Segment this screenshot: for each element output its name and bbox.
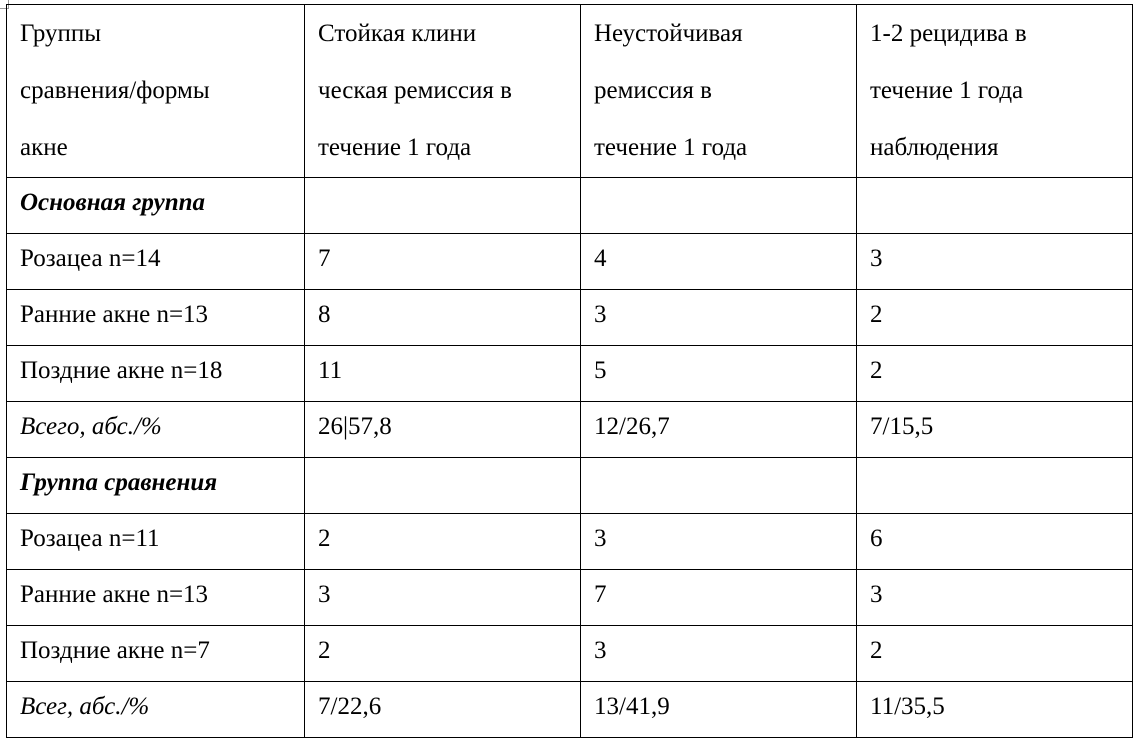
table-row: [7, 570, 1133, 626]
table-cell: 4: [581, 234, 857, 290]
header-relapses-line1: 1-2 рецидива в: [870, 20, 1027, 47]
header-groups-line2: сравнения/формы: [20, 77, 210, 104]
row-label: Ранние акне n=13: [7, 290, 305, 346]
header-unstable-remission: [581, 5, 857, 178]
table-cell: 8: [305, 290, 581, 346]
table-cell: 7/15,5: [857, 402, 1133, 458]
table-cell: 3: [581, 290, 857, 346]
header-stable-remission: [305, 5, 581, 178]
table-cell: [305, 458, 581, 514]
table-cell: 3: [581, 514, 857, 570]
table-cell: 3: [581, 626, 857, 682]
row-label: Ранние акне n=13: [7, 570, 305, 626]
header-groups-line1: Группы: [20, 20, 102, 47]
total-row: [7, 682, 1133, 738]
table-cell: 7: [581, 570, 857, 626]
header-groups: [7, 5, 305, 178]
header-unstable-line1: Неустойчивая: [594, 20, 743, 47]
header-relapses-line3: наблюдения: [870, 134, 999, 161]
section-title: Группа сравнения: [7, 458, 305, 514]
row-label: Розацеа n=14: [7, 234, 305, 290]
table-cell: [305, 178, 581, 234]
table-cell: [857, 458, 1133, 514]
table-cell: 3: [857, 570, 1133, 626]
section-title-row: [7, 458, 1133, 514]
results-table: [6, 4, 1133, 738]
section-title-row: [7, 178, 1133, 234]
table-cell: 5: [581, 346, 857, 402]
header-unstable-line2: ремиссия в: [594, 77, 712, 104]
table-row: [7, 626, 1133, 682]
table-cell: 2: [305, 626, 581, 682]
table-cell: 26|57,8: [305, 402, 581, 458]
table-cell: 7/22,6: [305, 682, 581, 738]
table-cell: 2: [857, 290, 1133, 346]
header-stable-line1: Стойкая клини: [318, 20, 477, 47]
table-cell: [857, 178, 1133, 234]
header-unstable-line3: течение 1 года: [594, 134, 748, 161]
total-row: [7, 402, 1133, 458]
table-cell: 6: [857, 514, 1133, 570]
row-label: Розацеа n=11: [7, 514, 305, 570]
table-cell: 3: [857, 234, 1133, 290]
table-cell: 11: [305, 346, 581, 402]
table-cell: 2: [305, 514, 581, 570]
header-groups-line3: акне: [20, 134, 68, 161]
table-row: [7, 346, 1133, 402]
table-row: [7, 290, 1133, 346]
table-cell: [581, 458, 857, 514]
header-relapses: [857, 5, 1133, 178]
row-label: Поздние акне n=7: [7, 626, 305, 682]
table-cell: 3: [305, 570, 581, 626]
table-cell: 2: [857, 626, 1133, 682]
header-stable-line3: течение 1 года: [318, 134, 472, 161]
header-relapses-line2: течение 1 года: [870, 77, 1024, 104]
table-cell: 12/26,7: [581, 402, 857, 458]
header-stable-line2: ческая ремиссия в: [318, 77, 512, 104]
total-label: Всег, абс./%: [7, 682, 305, 738]
row-label: Поздние акне n=18: [7, 346, 305, 402]
section-title: Основная группа: [7, 178, 305, 234]
table-cell: 11/35,5: [857, 682, 1133, 738]
table-cell: 13/41,9: [581, 682, 857, 738]
table-header-row: [7, 5, 1133, 178]
table-row: [7, 234, 1133, 290]
table-cell: [581, 178, 857, 234]
table-cell: 7: [305, 234, 581, 290]
table-row: [7, 514, 1133, 570]
table-cell: 2: [857, 346, 1133, 402]
total-label: Всего, абс./%: [7, 402, 305, 458]
